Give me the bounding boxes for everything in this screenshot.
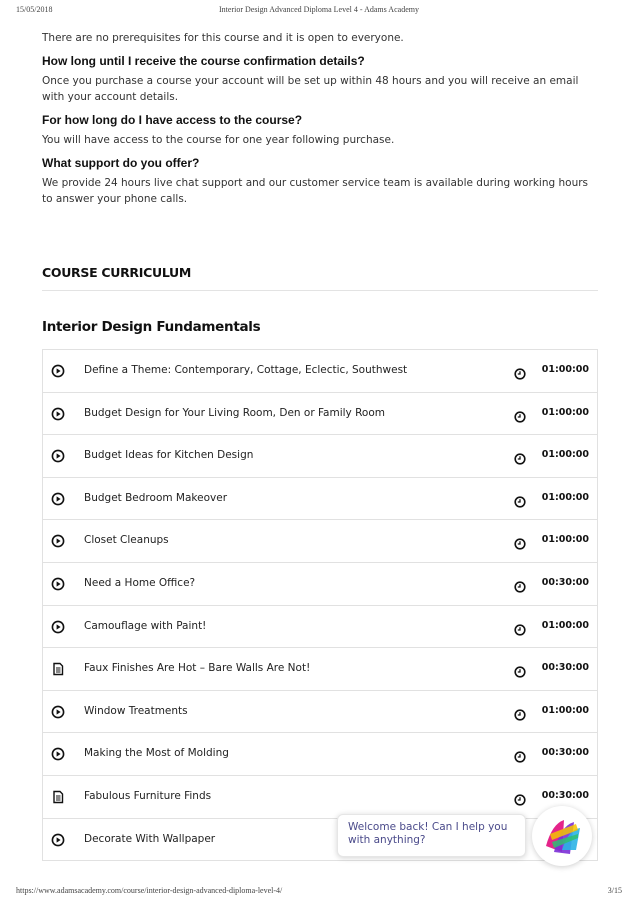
unit-duration: 00:30:00 [541,789,589,801]
clock-icon [514,578,526,590]
play-circle-icon [51,533,65,547]
unit-duration: 01:00:00 [541,534,589,546]
curriculum-unit[interactable] [43,435,597,478]
chat-welcome-message: Welcome back! Can I help you with anything? [348,821,508,846]
print-url: https://www.adamsacademy.com/course/interior-design-advanced-diploma-level-4/ [16,886,283,895]
unit-duration: 01:00:00 [541,406,589,418]
clock-icon [514,365,526,377]
play-circle-icon [51,704,65,718]
document-icon [51,661,65,675]
clock-icon [514,408,526,420]
unit-title[interactable]: Faux Finishes Are Hot – Bare Walls Are Not! [84,662,311,675]
curriculum-unit[interactable] [43,520,597,563]
clock-icon [514,706,526,718]
unit-title[interactable]: Fabulous Furniture Finds [84,789,212,802]
play-circle-icon [51,406,65,420]
unit-title[interactable]: Define a Theme: Contemporary, Cottage, Eclectic, Southwest [84,364,408,376]
curriculum-unit[interactable] [43,691,597,734]
clock-icon [514,621,526,633]
curriculum-unit[interactable] [43,350,597,393]
unit-duration: 00:30:00 [541,576,589,588]
unit-title[interactable]: Budget Bedroom Makeover [84,491,228,504]
chat-logo-icon [532,806,592,866]
curriculum-unit[interactable] [43,776,597,819]
faq-question: What support do you offer? [42,156,200,170]
play-circle-icon [51,363,65,377]
unit-title[interactable]: Need a Home Office? [84,576,196,589]
faq-answer: Once you purchase a course your account will be set up within 48 hours and you will receive an email with your account details. [42,75,579,103]
print-page-number: 3/15 [607,886,622,895]
module-title: Interior Design Fundamentals [42,319,261,335]
unit-title[interactable]: Closet Cleanups [84,534,169,547]
faq-question: For how long do I have access to the course? [42,113,303,127]
clock-icon [514,450,526,462]
chat-launcher-button[interactable] [532,806,592,866]
chat-welcome-bubble[interactable] [337,814,526,857]
print-date: 15/05/2018 [16,5,53,14]
clock-icon [514,493,526,505]
curriculum-unit[interactable] [43,478,597,521]
play-circle-icon [51,832,65,846]
section-divider [42,290,598,291]
unit-duration: 00:30:00 [541,747,589,759]
curriculum-unit[interactable] [43,393,597,436]
unit-title[interactable]: Decorate With Wallpaper [84,832,216,845]
faq-answer: We provide 24 hours live chat support and our customer service team is available during working hours to answer your phone calls. [42,177,589,205]
faq-answer: You will have access to the course for one year following purchase. [42,134,395,146]
print-footer [0,878,638,902]
curriculum-unit[interactable] [43,648,597,691]
unit-title[interactable]: Making the Most of Molding [84,747,229,760]
clock-icon [514,535,526,547]
clock-icon [514,663,526,675]
unit-duration: 01:00:00 [541,364,589,375]
unit-title[interactable]: Budget Design for Your Living Room, Den or Family Room [84,406,385,419]
curriculum-list [42,349,598,861]
play-circle-icon [51,619,65,633]
play-circle-icon [51,491,65,505]
curriculum-heading: COURSE CURRICULUM [42,265,192,280]
unit-duration: 01:00:00 [541,704,589,716]
play-circle-icon [51,746,65,760]
unit-title[interactable]: Budget Ideas for Kitchen Design [84,449,254,462]
play-circle-icon [51,576,65,590]
unit-title[interactable]: Window Treatments [84,704,188,717]
clock-icon [514,748,526,760]
clock-icon [514,791,526,803]
faq-question: How long until I receive the course confirmation details? [42,54,365,68]
faq-section [42,30,598,207]
curriculum-unit[interactable] [43,733,597,776]
faq-intro-answer: There are no prerequisites for this course and it is open to everyone. [42,32,404,44]
play-circle-icon [51,448,65,462]
print-title: Interior Design Advanced Diploma Level 4 - Adams Academy [219,5,419,14]
curriculum-unit[interactable] [43,606,597,649]
curriculum-unit[interactable] [43,563,597,606]
unit-title[interactable]: Camouflage with Paint! [84,619,207,632]
unit-duration: 01:00:00 [541,619,589,631]
unit-duration: 01:00:00 [541,449,589,461]
document-icon [51,789,65,803]
unit-duration: 00:30:00 [541,662,589,674]
unit-duration: 01:00:00 [541,491,589,503]
print-header [0,0,638,20]
